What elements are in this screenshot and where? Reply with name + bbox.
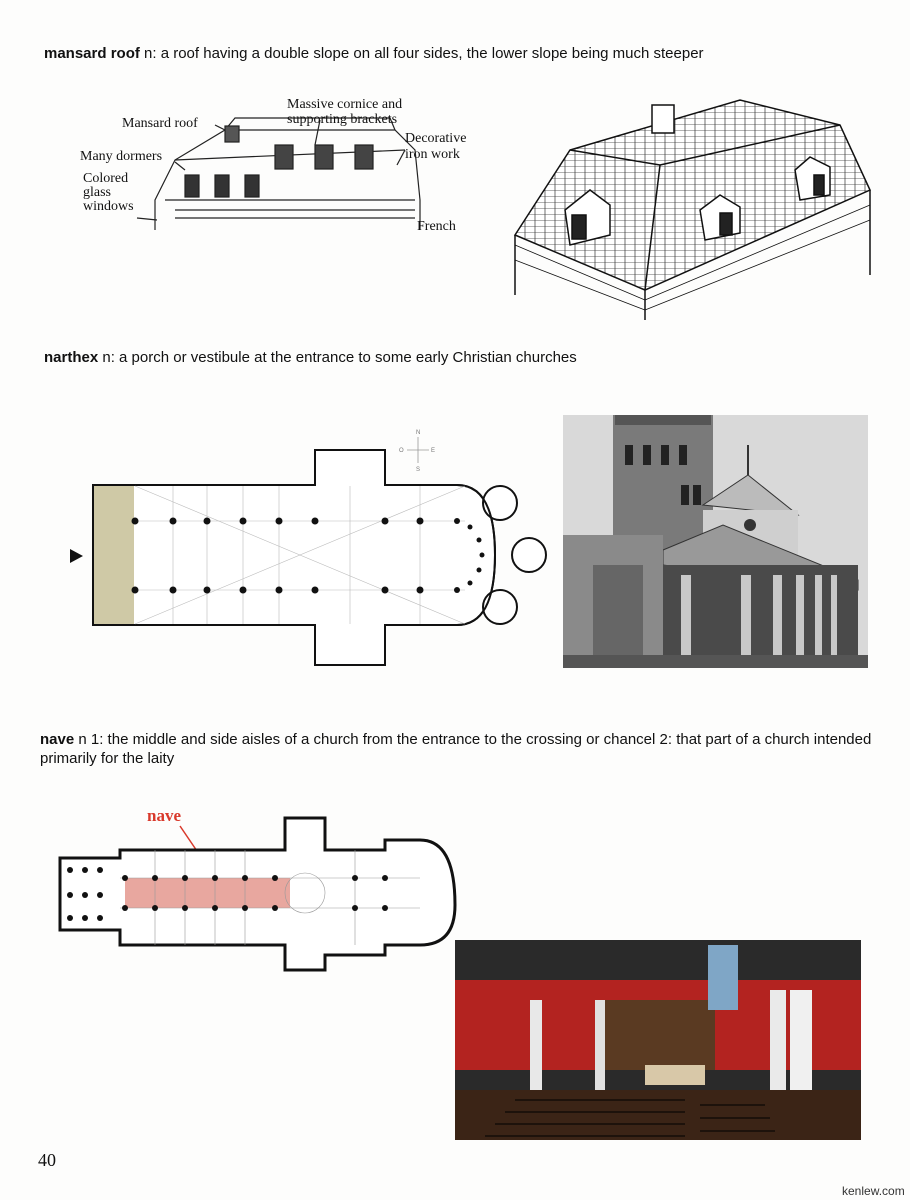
label-many-dormers: Many dormers — [80, 149, 163, 164]
label-supporting-brackets: supporting brackets — [287, 112, 398, 127]
svg-text:N: N — [416, 430, 421, 436]
label-iron-work: iron work — [405, 147, 460, 162]
label-windows: windows — [83, 199, 134, 214]
label-mansard-roof: Mansard roof — [122, 116, 198, 131]
entrance-arrow-icon — [70, 549, 83, 563]
nave-highlight — [125, 878, 290, 908]
entry-definition: n 1: the middle and side aisles of a church from the entrance to the crossing or chancel 2: that part of a church intended primarily for the laity — [40, 731, 872, 767]
entry-mansard-roof — [44, 44, 884, 63]
svg-text:E: E — [431, 448, 436, 454]
mansard-house-illustration — [75, 90, 475, 230]
narthex-floor-plan — [65, 425, 550, 670]
nave-interior-photo — [455, 940, 861, 1140]
entry-term: nave — [40, 731, 75, 748]
label-glass: glass — [83, 185, 111, 200]
site-credit: kenlew.com — [842, 1184, 905, 1198]
entry-definition: n: a roof having a double slope on all four sides, the lower slope being much steeper — [139, 45, 704, 62]
label-massive-cornice: Massive cornice and — [287, 97, 403, 112]
page-number: 40 — [38, 1150, 56, 1170]
label-french: French — [417, 219, 456, 230]
mansard-roof-drawing — [510, 95, 875, 320]
label-decorative: Decorative — [405, 131, 467, 146]
svg-text:S: S — [416, 467, 421, 473]
narthex-church-engraving — [563, 415, 868, 668]
entry-term: narthex — [44, 349, 99, 366]
entry-nave — [40, 730, 890, 768]
entry-narthex — [44, 348, 884, 367]
narthex-vestibule — [94, 486, 134, 624]
label-colored: Colored — [83, 171, 129, 186]
entry-term: mansard roof — [44, 45, 140, 62]
entry-definition: n: a porch or vestibule at the entrance to some early Christian churches — [98, 349, 577, 366]
nave-floor-plan — [55, 800, 460, 975]
svg-text:O: O — [399, 448, 404, 454]
compass-icon — [399, 430, 435, 473]
nave-label: nave — [147, 806, 181, 825]
